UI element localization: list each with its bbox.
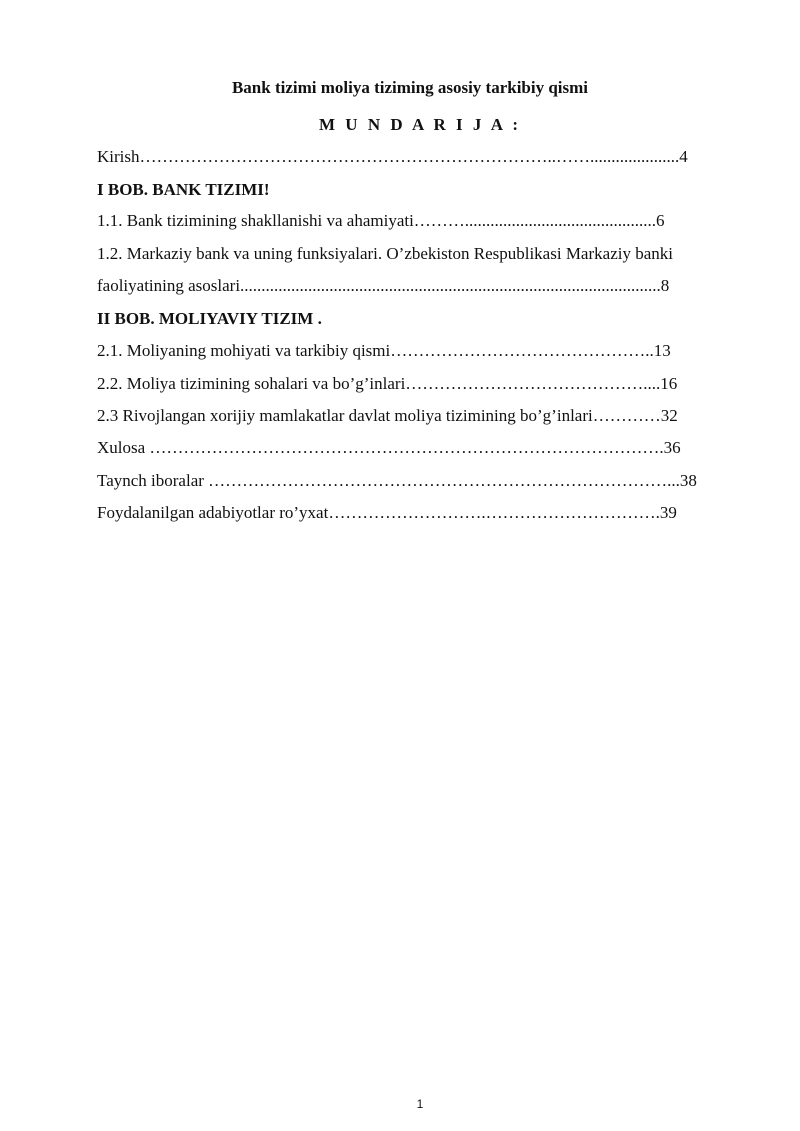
toc-chapter-1-heading: I BOB. BANK TIZIMI! <box>97 180 270 199</box>
document-title: Bank tizimi moliya tiziming asosiy tarkibiy qismi <box>231 78 589 97</box>
toc-entry-introduction: Kirish………………………………………………………………..…….....................4 <box>97 147 688 166</box>
toc-entry-2-3: 2.3 Rivojlangan xorijiy mamlakatlar davlat moliya tizimining bo’g’inlari…………32 <box>97 406 678 425</box>
toc-entry-1-2-continued: faoliyatining asoslari...................................................................................................8 <box>97 276 670 295</box>
toc-entry-2-2: 2.2. Moliya tizimining sohalari va bo’g’inlari……………………………………....16 <box>97 374 678 393</box>
toc-chapter-2-heading: II BOB. MOLIYAVIY TIZIM . <box>97 309 322 328</box>
toc-entry-1-1: 1.1. Bank tizimining shakllanishi va ahamiyati……….............................................6 <box>97 211 665 230</box>
toc-heading: M U N D A R I J A : <box>319 115 521 134</box>
toc-entry-1-2: 1.2. Markaziy bank va uning funksiyalari. O’zbekiston Respublikasi Markaziy banki <box>97 244 673 263</box>
toc-entry-2-1: 2.1. Moliyaning mohiyati va tarkibiy qismi………………………………………..13 <box>97 341 671 360</box>
page-number: 1 <box>416 1097 424 1111</box>
toc-entry-key-terms: Taynch iboralar ………………………………………………………………………...38 <box>97 471 697 490</box>
toc-entry-conclusion: Xulosa ……………………………………………………………………………….36 <box>97 438 681 457</box>
toc-entry-references: Foydalanilgan adabiyotlar ro’yxat……………………….………………………….39 <box>97 503 677 522</box>
